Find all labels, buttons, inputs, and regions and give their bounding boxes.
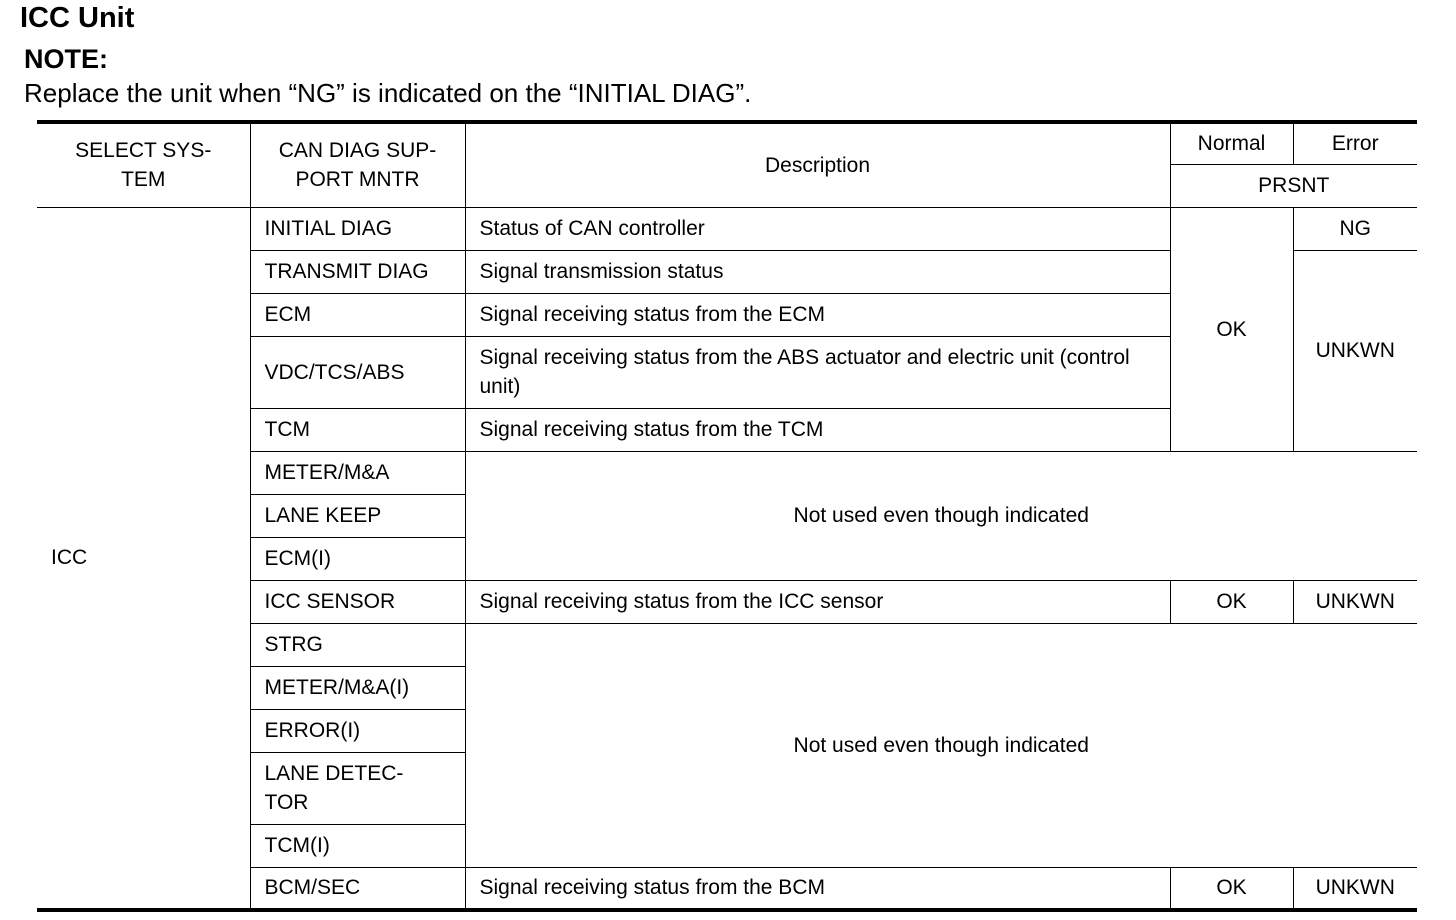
header-can-diag: CAN DIAG SUP- PORT MNTR	[250, 122, 465, 207]
item-cell: VDC/TCS/ABS	[250, 336, 465, 408]
item-cell: METER/M&A	[250, 451, 465, 494]
note-text: Replace the unit when “NG” is indicated on the “INITIAL DIAG”.	[24, 78, 752, 108]
error-cell: UNKWN	[1293, 250, 1417, 451]
header-error: Error	[1293, 122, 1417, 164]
description-cell: Signal receiving status from the ICC sensor	[465, 580, 1170, 623]
item-cell: ECM	[250, 293, 465, 336]
error-cell: UNKWN	[1293, 580, 1417, 623]
description-cell: Signal transmission status	[465, 250, 1170, 293]
page-title: ICC Unit	[20, 2, 135, 34]
item-cell: ECM(I)	[250, 537, 465, 580]
item-cell: TCM	[250, 408, 465, 451]
error-cell: NG	[1293, 207, 1417, 250]
item-cell: TRANSMIT DIAG	[250, 250, 465, 293]
normal-cell: OK	[1170, 207, 1293, 451]
description-cell: Signal receiving status from the ABS actuator and electric unit (control unit)	[465, 336, 1170, 408]
item-cell: TCM(I)	[250, 824, 465, 867]
description-cell: Signal receiving status from the TCM	[465, 408, 1170, 451]
description-cell: Signal receiving status from the BCM	[465, 867, 1170, 910]
item-cell: ERROR(I)	[250, 709, 465, 752]
header-prsnt: PRSNT	[1170, 164, 1417, 207]
error-cell: UNKWN	[1293, 867, 1417, 910]
item-cell: BCM/SEC	[250, 867, 465, 910]
description-cell: Status of CAN controller	[465, 207, 1170, 250]
item-cell: INITIAL DIAG	[250, 207, 465, 250]
item-cell: LANE KEEP	[250, 494, 465, 537]
header-normal: Normal	[1170, 122, 1293, 164]
note-label: NOTE:	[24, 44, 108, 74]
table-row	[37, 207, 1417, 250]
header-description: Description	[465, 122, 1170, 207]
item-cell: LANE DETEC- TOR	[250, 752, 465, 824]
description-cell: Signal receiving status from the ECM	[465, 293, 1170, 336]
normal-cell: OK	[1170, 867, 1293, 910]
can-diag-table	[37, 120, 1417, 912]
not-used-cell: Not used even though indicated	[465, 451, 1417, 580]
normal-cell: OK	[1170, 580, 1293, 623]
item-cell: STRG	[250, 623, 465, 666]
item-cell: ICC SENSOR	[250, 580, 465, 623]
system-cell: ICC	[37, 207, 250, 910]
header-select-system: SELECT SYS- TEM	[37, 122, 250, 207]
not-used-cell: Not used even though indicated	[465, 623, 1417, 867]
item-cell: METER/M&A(I)	[250, 666, 465, 709]
